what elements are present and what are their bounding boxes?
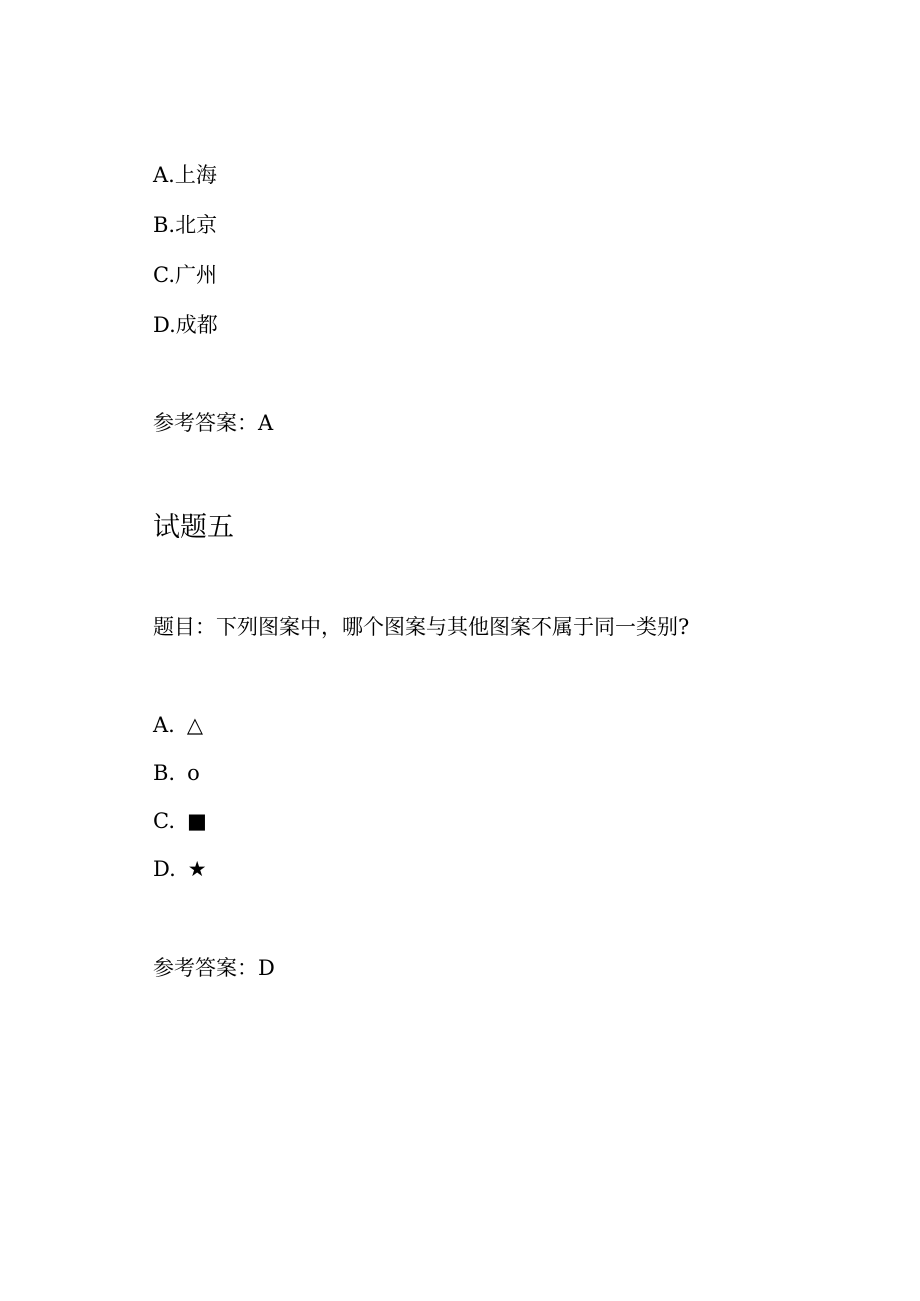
option-letter: D.: [153, 313, 176, 337]
square-symbol: ■: [187, 809, 207, 833]
q5-option-c: [153, 807, 207, 835]
option-letter: B.: [153, 761, 176, 785]
q5-option-d: [153, 855, 207, 883]
star-symbol: ★: [187, 857, 207, 881]
q4-option-a: [153, 161, 217, 189]
option-letter: A.: [153, 163, 175, 187]
option-letter: C.: [153, 809, 175, 833]
q5-answer: 参考答案：D: [153, 956, 275, 980]
option-letter: A.: [153, 713, 175, 737]
option-letter: D.: [153, 857, 176, 881]
q5-question: 题目：下列图案中，哪个图案与其他图案不属于同一类别?: [153, 615, 690, 639]
circle-symbol: o: [187, 761, 200, 785]
option-letter: B.: [153, 213, 176, 237]
option-text: 上海: [174, 163, 217, 187]
q4-answer: 参考答案：A: [153, 411, 274, 435]
triangle-symbol: △: [186, 713, 203, 737]
q5-option-b: [153, 759, 200, 787]
q5-option-a: [153, 711, 203, 739]
q4-option-d: [153, 311, 218, 339]
q4-option-c: [153, 261, 217, 289]
option-letter: C.: [153, 263, 175, 287]
q4-option-b: [153, 211, 217, 239]
option-text: 成都: [175, 313, 218, 337]
option-text: 北京: [175, 213, 218, 237]
q5-heading: 试题五: [153, 512, 234, 543]
option-text: 广州: [175, 263, 217, 287]
